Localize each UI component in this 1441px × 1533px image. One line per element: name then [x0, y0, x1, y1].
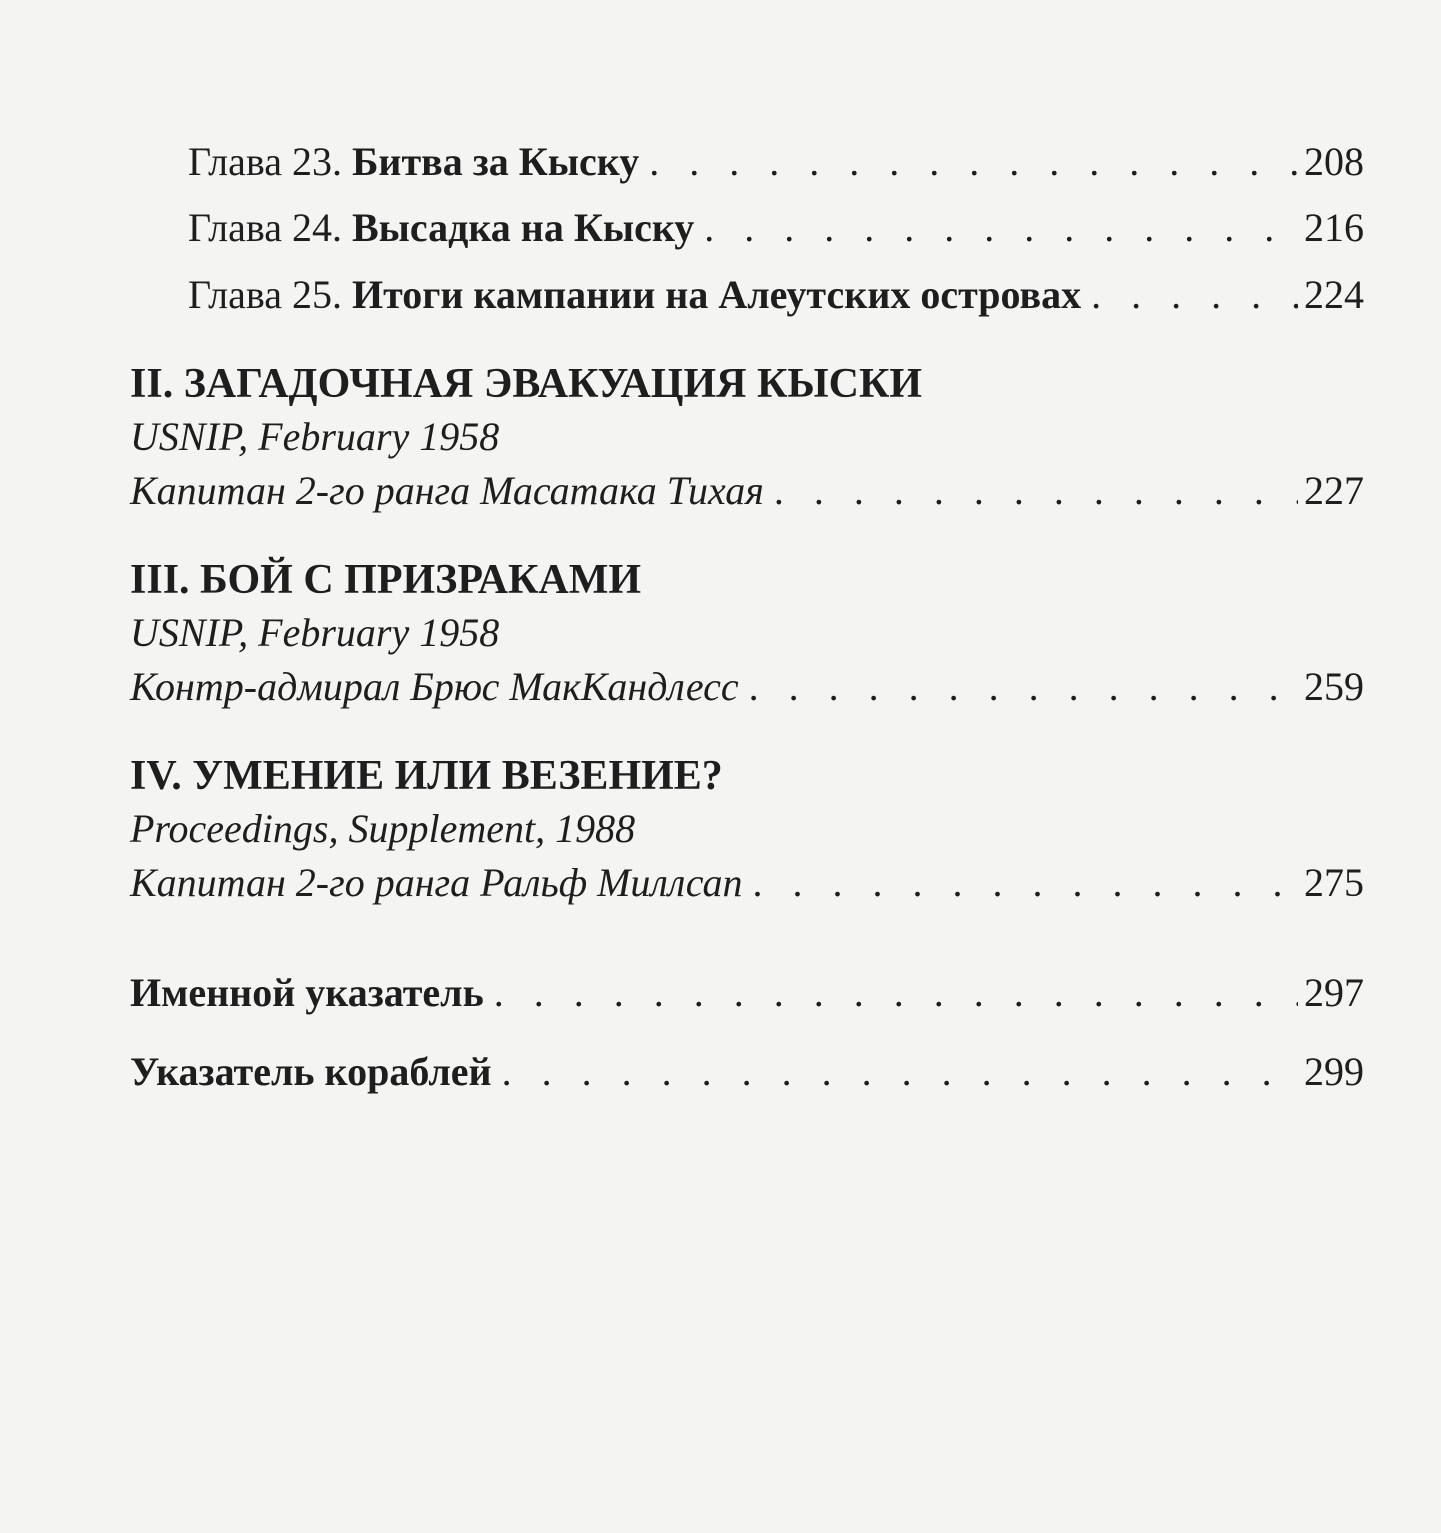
section-source: USNIP, February 1958	[130, 610, 500, 655]
chapter-number: Глава 23.	[188, 139, 342, 184]
toc-entry-section-iv	[130, 860, 1364, 906]
dot-leader	[753, 860, 1298, 906]
page-number: 224	[1304, 272, 1364, 317]
dot-leader	[1091, 272, 1298, 318]
page-number: 299	[1304, 1049, 1364, 1094]
dot-leader	[704, 205, 1298, 251]
page-number: 216	[1304, 205, 1364, 250]
dot-leader	[649, 139, 1298, 185]
toc-entry-chapter-24	[188, 205, 1364, 251]
section-source: Proceedings, Supplement, 1988	[130, 806, 636, 851]
index-title: Указатель кораблей	[130, 1049, 492, 1094]
toc-entry-ship-index	[130, 1049, 1364, 1095]
chapter-title: Битва за Кыску	[351, 139, 640, 184]
chapter-title: Высадка на Кыску	[351, 205, 695, 250]
author-name: Контр-адмирал Брюс МакКандлесс	[130, 664, 739, 709]
index-title: Именной указатель	[130, 970, 484, 1015]
chapter-number: Глава 24.	[188, 205, 342, 250]
toc-entry-section-ii	[130, 468, 1364, 514]
dot-leader	[502, 1049, 1298, 1095]
page-number: 208	[1304, 139, 1364, 184]
author-name: Капитан 2-го ранга Ральф Миллсап	[130, 860, 743, 905]
dot-leader	[774, 468, 1298, 514]
page-number: 275	[1304, 860, 1364, 905]
toc-entry-chapter-23	[188, 139, 1364, 185]
toc-entry-section-iii	[130, 664, 1364, 710]
section-heading-iii: III. БОЙ С ПРИЗРАКАМИ	[130, 557, 642, 603]
section-source: USNIP, February 1958	[130, 414, 500, 459]
chapter-title: Итоги кампании на Алеутских островах	[351, 272, 1082, 317]
section-heading-ii: II. ЗАГАДОЧНАЯ ЭВАКУАЦИЯ КЫСКИ	[130, 361, 923, 407]
dot-leader	[494, 970, 1298, 1016]
toc-entry-chapter-25	[188, 272, 1364, 318]
page-number: 227	[1304, 468, 1364, 513]
toc-entry-name-index	[130, 970, 1364, 1016]
chapter-number: Глава 25.	[188, 272, 342, 317]
page-number: 259	[1304, 664, 1364, 709]
dot-leader	[749, 664, 1298, 710]
page-number: 297	[1304, 970, 1364, 1015]
author-name: Капитан 2-го ранга Масатака Тихая	[130, 468, 764, 513]
section-heading-iv: IV. УМЕНИЕ ИЛИ ВЕЗЕНИЕ?	[130, 753, 723, 799]
